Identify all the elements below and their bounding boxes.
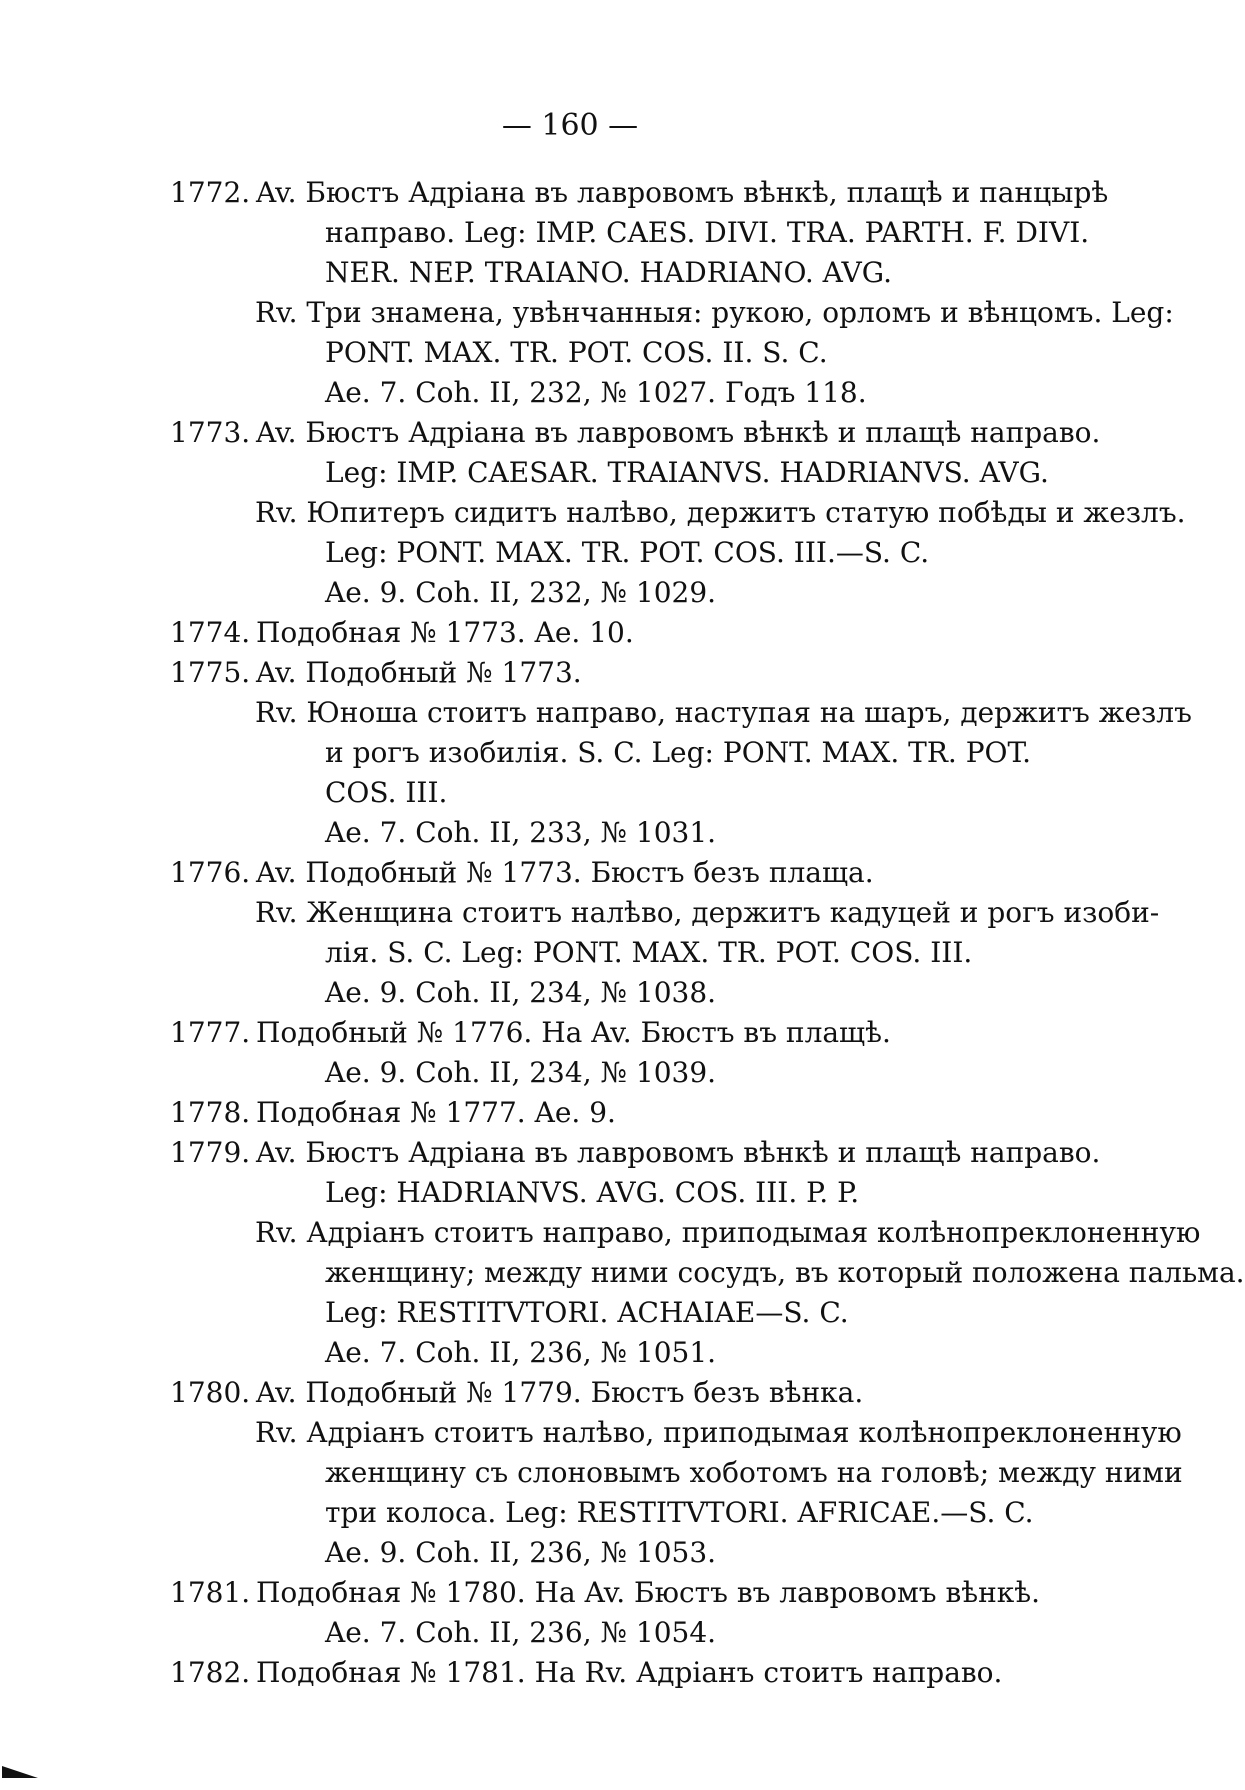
entry-line: Ae. 9. Coh. II, 232, № 1029. <box>325 576 717 609</box>
entry-line: Rv. Адріанъ стоитъ направо, приподымая колѣнопреклоненную <box>255 1216 1201 1249</box>
entry-number: 1782. <box>170 1656 251 1689</box>
entry-line <box>170 854 874 892</box>
entry-line: Leg: PONT. MAX. TR. POT. COS. III.—S. C. <box>325 536 930 569</box>
entry-line: COS. III. <box>325 776 448 809</box>
entry-number: 1778. <box>170 1096 251 1129</box>
entry-line: Ae. 9. Coh. II, 236, № 1053. <box>325 1536 717 1569</box>
entry-line: Rv. Юноша стоитъ направо, наступая на шаръ, держитъ жезлъ <box>255 696 1192 729</box>
entry-number: 1772. <box>170 176 251 209</box>
entry-line: Leg: IMP. CAESAR. TRAIANVS. HADRIANVS. AVG. <box>325 456 1049 489</box>
entry-line: женщину съ слоновымъ хоботомъ на головѣ; между ними <box>325 1456 1183 1489</box>
entry-text: Подобная № 1780. На Av. Бюстъ въ лавровомъ вѣнкѣ. <box>256 1576 1041 1609</box>
entry-line: Rv. Юпитеръ сидитъ налѣво, держитъ статую побѣды и жезлъ. <box>255 496 1186 529</box>
entry-line: Rv. Женщина стоитъ налѣво, держитъ кадуцей и рогъ изоби- <box>255 896 1160 929</box>
entry-line: Ae. 7. Coh. II, 236, № 1054. <box>325 1616 717 1649</box>
entry-number: 1774. <box>170 616 251 649</box>
entry-text: Av. Подобный № 1773. <box>256 656 582 689</box>
entry-text: Av. Бюстъ Адріана въ лавровомъ вѣнкѣ и плащѣ направо. <box>256 416 1101 449</box>
entry-line <box>170 654 582 692</box>
entry-line: три колоса. Leg: RESTITVTORI. AFRICAE.—S. C. <box>325 1496 1034 1529</box>
entry-line <box>170 1014 891 1052</box>
entry-line: женщину; между ними сосудъ, въ который положена пальма. <box>325 1256 1245 1289</box>
entry-line <box>170 1134 1100 1172</box>
entry-text: Av. Подобный № 1773. Бюстъ безъ плаща. <box>256 856 874 889</box>
entry-line <box>170 1654 1002 1692</box>
entry-text: Av. Бюстъ Адріана въ лавровомъ вѣнкѣ, плащѣ и панцырѣ <box>256 176 1109 209</box>
entry-line: Rv. Адріанъ стоитъ налѣво, приподымая колѣнопреклоненную <box>255 1416 1182 1449</box>
entry-line: Ae. 7. Coh. II, 232, № 1027. Годъ 118. <box>325 376 867 409</box>
entry-line <box>170 1094 616 1132</box>
entry-line: Leg: RESTITVTORI. ACHAIAE—S. C. <box>325 1296 849 1329</box>
entry-number: 1780. <box>170 1376 251 1409</box>
entry-line: направо. Leg: IMP. CAES. DIVI. TRA. PARTH. F. DIVI. <box>325 216 1090 249</box>
entry-line: Rv. Три знамена, увѣнчанныя: рукою, орломъ и вѣнцомъ. Leg: <box>255 296 1174 329</box>
entry-text: Av. Бюстъ Адріана въ лавровомъ вѣнкѣ и плащѣ направо. <box>256 1136 1101 1169</box>
entry-text: Подобная № 1773. Ae. 10. <box>256 616 634 649</box>
entry-line: Ae. 7. Coh. II, 236, № 1051. <box>325 1336 717 1369</box>
page-number: — 160 — <box>501 108 639 143</box>
entry-text: Av. Подобный № 1779. Бюстъ безъ вѣнка. <box>256 1376 864 1409</box>
entry-number: 1773. <box>170 416 251 449</box>
entry-line <box>170 614 634 652</box>
entry-line: лія. S. C. Leg: PONT. MAX. TR. POT. COS. III. <box>325 936 973 969</box>
entry-line: и рогъ изобилія. S. C. Leg: PONT. MAX. TR. POT. <box>325 736 1031 769</box>
entry-line: Ae. 9. Coh. II, 234, № 1039. <box>325 1056 717 1089</box>
entry-line <box>170 1574 1040 1612</box>
entry-line <box>170 1374 863 1412</box>
entry-text: Подобная № 1777. Ae. 9. <box>256 1096 616 1129</box>
entry-text: Подобный № 1776. На Av. Бюстъ въ плащѣ. <box>256 1016 891 1049</box>
entry-line: NER. NEP. TRAIANO. HADRIANO. AVG. <box>325 256 892 289</box>
entry-number: 1775. <box>170 656 251 689</box>
entry-line <box>170 414 1100 452</box>
scan-corner-mark <box>2 1766 38 1778</box>
entry-number: 1777. <box>170 1016 251 1049</box>
entry-line: Ae. 9. Coh. II, 234, № 1038. <box>325 976 717 1009</box>
entry-number: 1779. <box>170 1136 251 1169</box>
entry-line: Ae. 7. Coh. II, 233, № 1031. <box>325 816 717 849</box>
entry-line: PONT. MAX. TR. POT. COS. II. S. C. <box>325 336 828 369</box>
entry-line <box>170 174 1108 212</box>
entry-number: 1776. <box>170 856 251 889</box>
entry-text: Подобная № 1781. На Rv. Адріанъ стоитъ направо. <box>256 1656 1003 1689</box>
entry-line: Leg: HADRIANVS. AVG. COS. III. P. P. <box>325 1176 860 1209</box>
entry-number: 1781. <box>170 1576 251 1609</box>
